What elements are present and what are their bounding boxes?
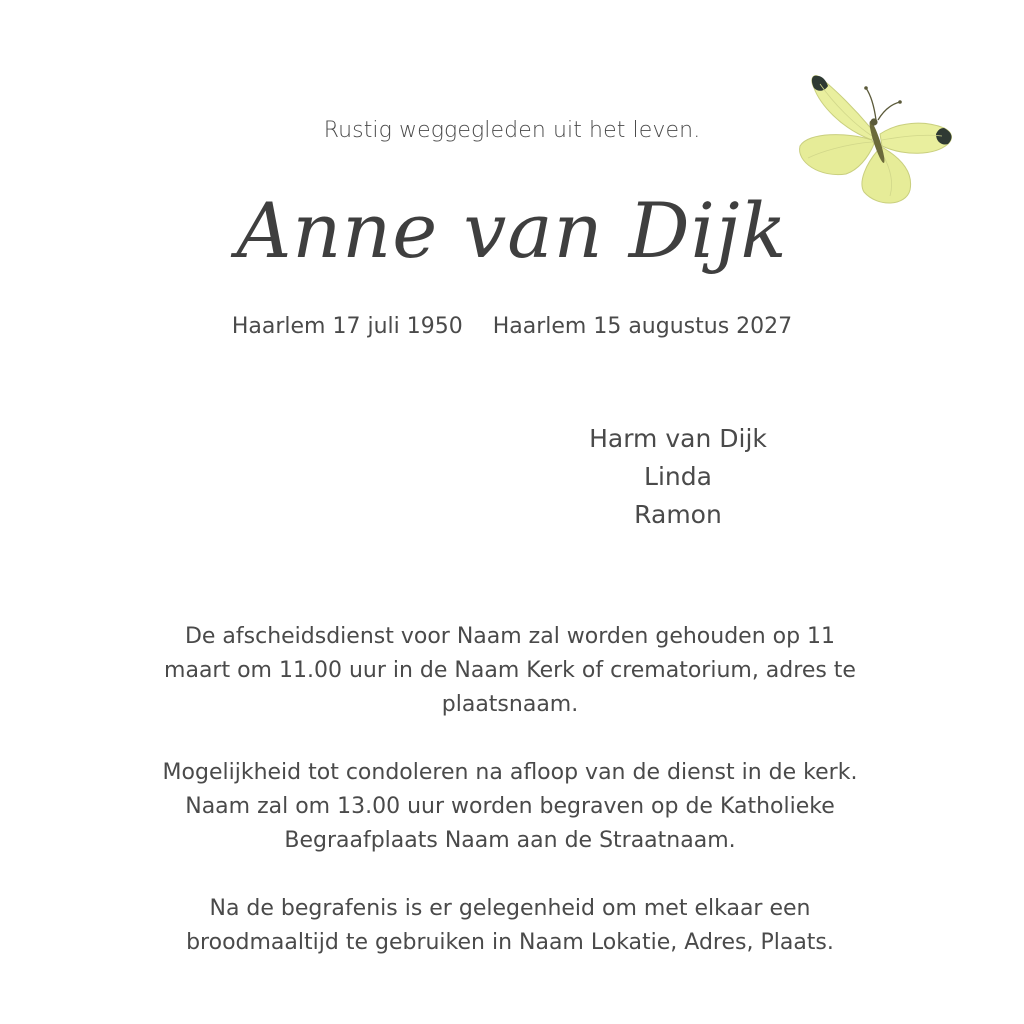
deceased-name: Anne van Dijk: [236, 186, 788, 275]
family-member: Harm van Dijk: [589, 424, 767, 453]
service-paragraph: De afscheidsdienst voor Naam zal worden gehouden op 11 maart om 11.00 uur in de Naam Kerk of crematorium, adres te plaatsnaam.: [164, 624, 856, 717]
life-dates: [0, 314, 1024, 339]
death-date: Haarlem 15 augustus 2027: [492, 314, 793, 339]
butterfly-icon: [794, 70, 958, 210]
lunch-paragraph: Na de begrafenis is er gelegenheid om met elkaar een broodmaaltijd te gebruiken in Naam Lokatie, Adres, Plaats.: [186, 896, 834, 955]
family-list: [578, 420, 778, 534]
family-member: Ramon: [634, 500, 722, 529]
announcement-text: [150, 620, 870, 994]
intro-text: Rustig weggegleden uit het leven.: [323, 118, 701, 143]
birth-date: Haarlem 17 juli 1950: [231, 314, 463, 339]
condolence-paragraph: Mogelijkheid tot condoleren na afloop van de dienst in de kerk. Naam zal om 13.00 uur worden begraven op de Katholieke Begraafplaats Naam aan de Straatnaam.: [162, 760, 858, 853]
family-member: Linda: [644, 462, 712, 491]
